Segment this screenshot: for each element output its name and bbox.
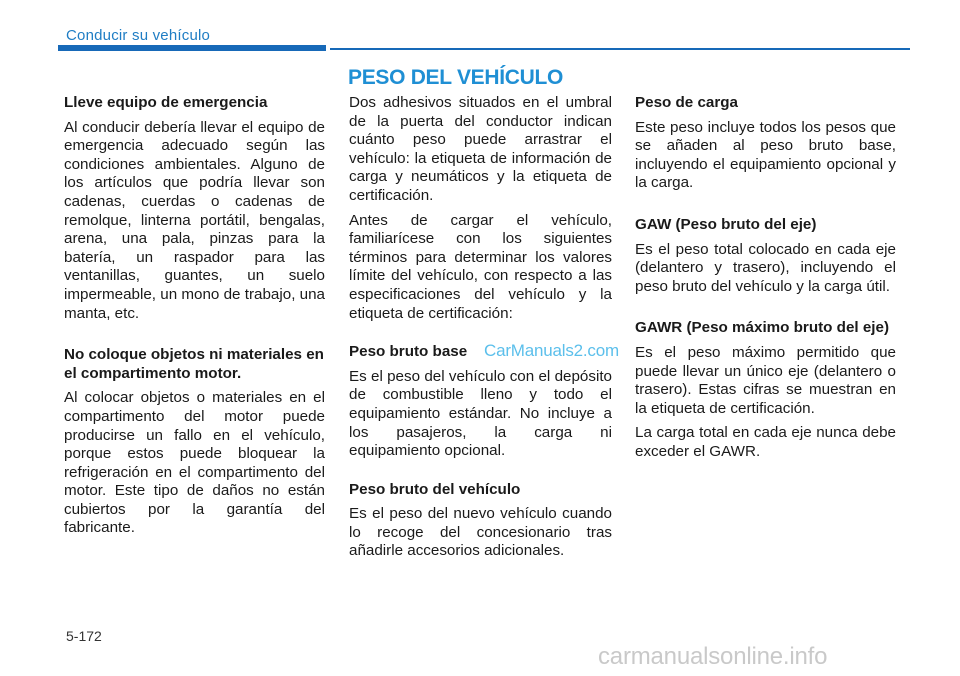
- paragraph-labels: Dos adhesivos situados en el umbral de la puerta del conductor indican cuánto peso puede arrastrar el vehículo: la etiqueta de información de carga y neumáticos y la etiqueta de certificación.: [349, 94, 612, 204]
- paragraph-emergency-equipment: Al conducir debería llevar el equipo de emergencia adecuado según las condiciones ambientales. Alguno de los artículos que podría llevar son cadenas, cuerdas o cadenas de remolque, linterna portátil, bengalas, arena, una pala, pinzas para la batería, un raspador para las ventanillas, guantes, un suelo impermeable, un mono de trabajo, una manta, etc.: [64, 118, 325, 322]
- paragraph-vehicle-weight: Es el peso del nuevo vehículo cuando lo recoge del concesionario tras añadirle accesorios adicionales.: [349, 505, 612, 560]
- column-1: [64, 94, 325, 544]
- column-3: [635, 94, 896, 468]
- paragraph-terms: Antes de cargar el vehículo, familiarícese con los siguientes términos para determinar los valores límite del vehículo, con respecto a las especificaciones del vehículo y la etiqueta de certificación:: [349, 211, 612, 322]
- heading-base-weight: Peso bruto base: [349, 343, 468, 361]
- watermark-overlay: CarManuals2.com: [484, 341, 619, 360]
- page-number: 5-172: [66, 628, 102, 644]
- footer-watermark: carmanualsonline.info: [598, 643, 828, 670]
- paragraph-gawr-limit: La carga total en cada eje nunca debe exceder el GAWR.: [635, 424, 896, 460]
- heading-vehicle-weight: Peso bruto del vehículo: [349, 480, 521, 498]
- paragraph-engine-compartment: Al colocar objetos o materiales en el compartimento del motor puede producirse un fallo en el vehículo, porque estos puede bloquear la refrigeración en el compartimento del motor. Este tipo de daños no están cubiertos por la garantía del fabricante.: [64, 389, 325, 537]
- heading-emergency-equipment: Lleve equipo de emergencia: [64, 94, 268, 111]
- heading-gaw: GAW (Peso bruto del eje): [635, 215, 817, 233]
- paragraph-cargo-weight: Este peso incluye todos los pesos que se añaden al peso bruto base, incluyendo el equipamiento opcional y la carga.: [635, 118, 896, 192]
- header-rule-thin: [330, 48, 910, 50]
- page-title: PESO DEL VEHÍCULO: [348, 66, 564, 89]
- section-header: Conducir su vehículo: [66, 27, 211, 44]
- heading-cargo-weight: Peso de carga: [635, 94, 738, 111]
- paragraph-base-weight: Es el peso del vehículo con el depósito de combustible lleno y todo el equipamiento estándar. No incluye a los pasajeros, la carga ni equipamiento opcional.: [349, 367, 612, 460]
- paragraph-gawr: Es el peso máximo permitido que puede llevar un único eje (delantero o trasero). Estas cifras se muestran en la etiqueta de certificación.: [635, 343, 896, 417]
- header-rule-thick: [58, 45, 326, 51]
- heading-gawr: GAWR (Peso máximo bruto del eje): [635, 319, 890, 337]
- column-2: [349, 94, 612, 567]
- paragraph-gaw: Es el peso total colocado en cada eje (delantero y trasero), incluyendo el peso bruto del vehículo y la carga útil.: [635, 240, 896, 295]
- heading-engine-compartment: No coloque objetos ni materiales en el compartimento motor.: [64, 346, 324, 382]
